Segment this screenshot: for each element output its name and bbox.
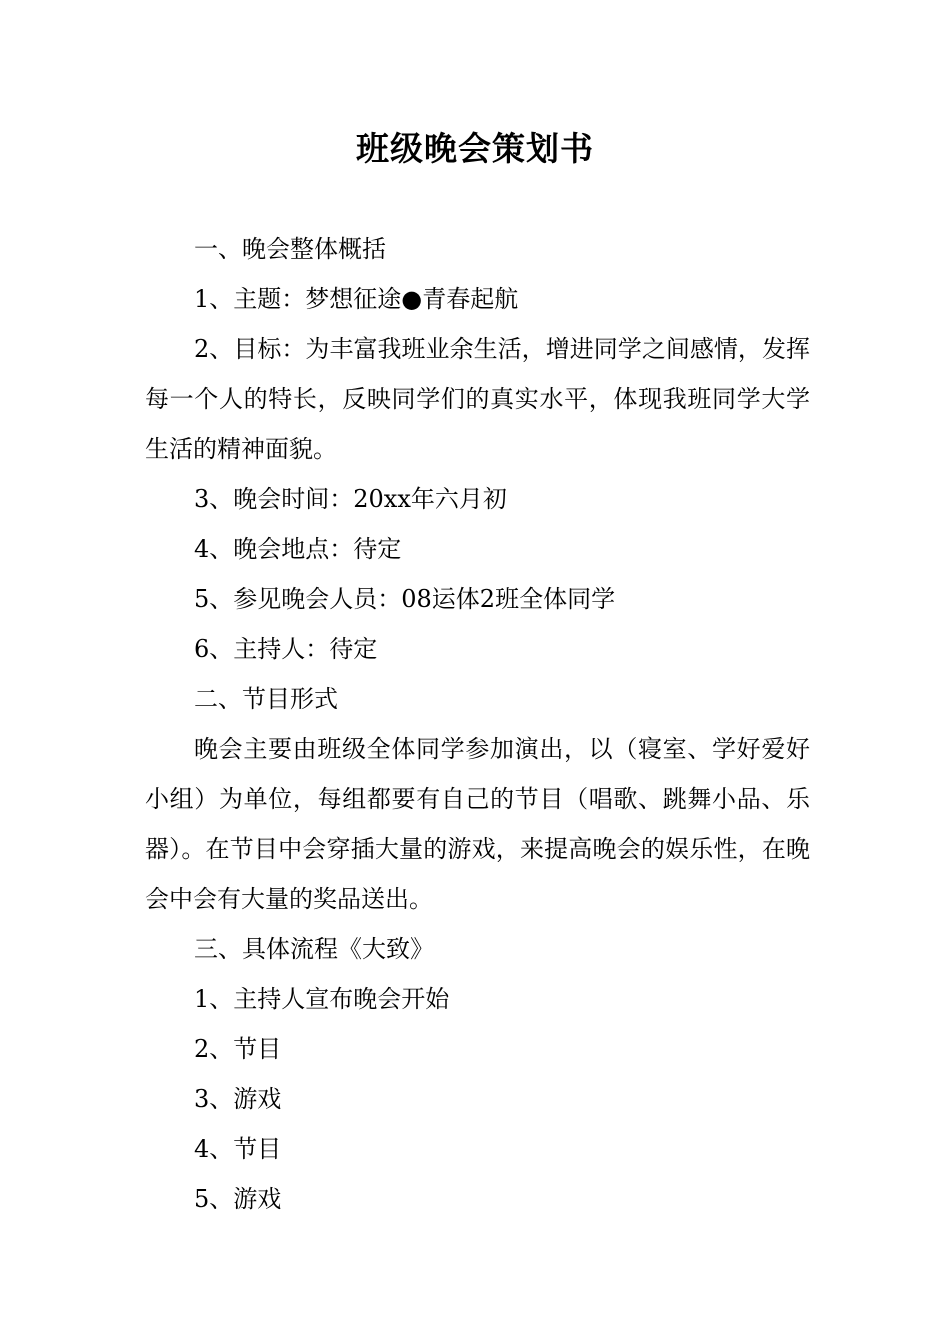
paragraph-program-description: 晚会主要由班级全体同学参加演出，以（寝室、学好爱好小组）为单位，每组都要有自己的节目（唱歌、跳舞小品、乐器）。在节目中会穿插大量的游戏，来提高晚会的娱乐性，在晚会中会有大量的奖品送出。 [145, 735, 810, 913]
section-heading-program-format: 二、节目形式 [194, 685, 338, 713]
section-heading-overview: 一、晚会整体概括 [194, 235, 386, 263]
paragraph-participants: 5、参见晚会人员：08运体2班全体同学 [194, 585, 616, 613]
paragraph-goal: 2、目标：为丰富我班业余生活，增进同学之间感情，发挥每一个人的特长，反映同学们的真实水平，体现我班同学大学生活的精神面貌。 [145, 335, 810, 463]
list-item-process-4: 4、节目 [194, 1135, 282, 1163]
list-item-process-3: 3、游戏 [194, 1085, 282, 1113]
paragraph-host: 6、主持人：待定 [194, 635, 378, 663]
list-item-process-5: 5、游戏 [194, 1185, 282, 1213]
list-item-process-1: 1、主持人宣布晚会开始 [194, 985, 450, 1013]
list-item-process-2: 2、节目 [194, 1035, 282, 1063]
section-heading-process: 三、具体流程《大致》 [194, 935, 434, 963]
document-body [145, 224, 810, 1224]
document-title: 班级晚会策划书 [356, 129, 594, 168]
paragraph-theme: 1、主题：梦想征途●青春起航 [194, 285, 519, 313]
paragraph-location: 4、晚会地点：待定 [194, 535, 402, 563]
paragraph-time: 3、晚会时间：20xx年六月初 [194, 485, 507, 513]
